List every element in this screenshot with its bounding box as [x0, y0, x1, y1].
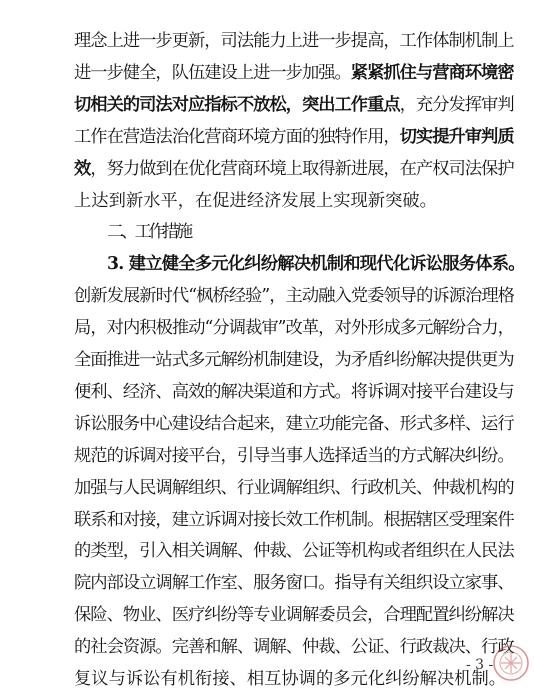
text-line: [74, 92, 514, 118]
text-line: [74, 124, 514, 150]
text-line: [74, 28, 514, 54]
text-segment: 理念上进一步更新，司法能力上进一步提高，工作体制机制上: [74, 31, 514, 51]
text-segment: 进一步健全，队伍建设上进一步加强。: [74, 62, 351, 83]
text-line: [74, 188, 514, 214]
text-segment: 加强与人民调解组织、行业调解组织、行政机关、仲裁机构的: [74, 477, 514, 498]
text-segment: 切实提升审判质: [399, 126, 514, 147]
text-line: [74, 315, 514, 341]
text-line: [107, 219, 534, 245]
text-segment: 创新发展新时代“枫桥经验”，主动融入党委领导的诉源治理格: [74, 286, 514, 307]
text-segment: 效: [74, 158, 91, 179]
text-segment: 院内部设立调解工作室、服务窗口。指导有关组织设立家事、: [74, 573, 514, 594]
text-segment: 规范的诉调对接平台，引导当事人选择适当的方式解决纠纷。: [74, 445, 514, 466]
text-segment: 的社会资源。完善和解、调解、仲裁、公证、行政裁决、行政: [74, 637, 514, 658]
text-segment: 诉讼服务中心建设结合起来，建立功能完备、形式多样、运行: [74, 413, 514, 434]
text-line: [107, 251, 534, 277]
text-segment: 的类型，引入相关调解、仲裁、公证等机构或者组织在人民法: [74, 541, 514, 562]
text-segment: 局，对内积极推动“分调裁审”改革，对外形成多元解纷合力，: [74, 318, 514, 339]
text-segment: 保险、物业、医疗纠纷等专业调解委员会，合理配置纠纷解决: [74, 605, 514, 626]
text-segment: 便利、经济、高效的解决渠道和方式。将诉调对接平台建设与: [74, 381, 514, 402]
text-segment: 二、工作措施: [107, 222, 190, 243]
text-line: [74, 507, 514, 533]
text-line: [74, 379, 514, 405]
text-line: [74, 411, 514, 437]
text-line: [74, 538, 514, 564]
text-line: [74, 666, 514, 692]
text-line: [74, 443, 514, 469]
text-line: [74, 570, 514, 596]
text-segment: 3. 建立健全多元化纠纷解决机制和现代化诉讼服务体系。: [107, 254, 525, 275]
text-segment: ，努力做到在优化营商环境上取得新进展，在产权司法保护: [90, 158, 514, 179]
seal-stamp-icon: [491, 643, 531, 683]
text-line: [74, 475, 514, 501]
text-segment: 复议与诉讼有机衔接、相互协调的多元化纠纷解决机制。: [74, 669, 507, 689]
text-segment: 全面推进一站式多元解纷机制建设，为矛盾纠纷解决提供更为: [74, 350, 514, 370]
page-number: - 3 -: [466, 657, 494, 673]
text-segment: ，充分发挥审判: [399, 94, 514, 115]
text-line: [74, 283, 514, 309]
text-line: [74, 60, 514, 86]
text-segment: 工作在营造法治化营商环境方面的独特作用，: [74, 126, 400, 147]
text-segment: 紧紧抓住与营商环境密: [350, 62, 514, 83]
text-line: [74, 156, 514, 182]
text-line: [74, 347, 514, 373]
text-line: [74, 634, 514, 660]
text-segment: 上达到新水平，在促进经济发展上实现新突破。: [74, 190, 437, 211]
text-segment: 切相关的司法对应指标不放松，突出工作重点: [74, 94, 400, 115]
text-line: [74, 602, 514, 628]
text-segment: 联系和对接，建立诉调对接长效工作机制。根据辖区受理案件: [74, 509, 514, 530]
